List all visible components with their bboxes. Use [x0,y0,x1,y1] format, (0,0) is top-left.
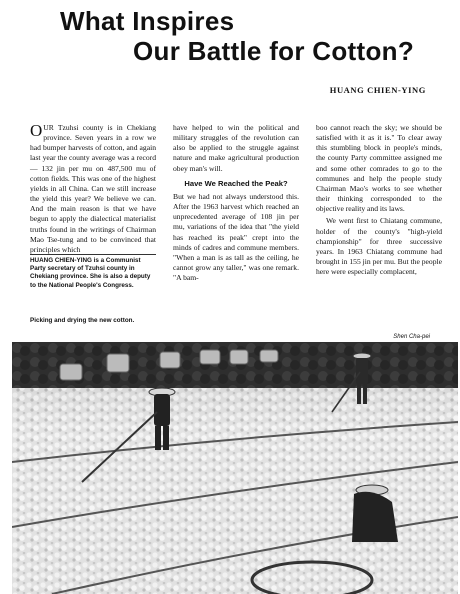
byline: HUANG CHIEN-YING [329,85,426,95]
title-line-1: What Inspires [60,6,235,36]
article-column-1 [30,123,156,255]
photo-credit: Shen Cha-pei [393,334,430,340]
section-subheading: Have We Reached the Peak? [184,178,288,188]
column-2-paragraph-2: But we had not always understood this. After the 1963 harvest which reached an unprecedented average of 108 jin per mu, variations of the idea that "the yield has reached its peak" crept into the minds of cadres and commune members. "When a man is as tall as the ceiling, he cannot grow any taller," was one remark. "A bam- [173,191,299,283]
column-3-paragraph-1: boo cannot reach the sky; we should be satisfied with it as it is." To clear away this stumbling block in people's minds, the county Party committee assigned me and some other comrades to go to the communes and help the people study Chairman Mao's works to see whether their thinking corresponded to the objective reality and its laws. [316,123,442,214]
photo-caption: Picking and drying the new cotton. [30,317,135,324]
author-bio: HUANG CHIEN-YING is a Communist Party secretary of Tzuhsi county in Chekiang province. She is also a deputy to the National People's Congress. [30,254,156,290]
article-column-3 [316,123,442,277]
column-1-text: UR Tzuhsi county is in Chekiang province. Seven years in a row we had bumper harvests of cotton, and again last year the county average was a record — 132 jin per mu on 487,500 mu of cotton fields. This was one of the highest yields in all China. Can we still increase the yield this year? We believe we can. And the main reason is that we have begun to apply the dialectical materialist truths found in the writings of Chairman Mao Tse-tung and to be convinced that principles which [30,123,156,254]
title-line-2: Our Battle for Cotton? [133,36,415,66]
cotton-drying-photo [12,342,458,594]
column-2-paragraph-1: have helped to win the political and military struggles of the revolution can also be applied to the struggle against nature and make agricultural production obey man's will. [173,123,299,173]
drop-cap: O [30,121,43,140]
article-column-2 [173,123,299,283]
column-3-paragraph-2: We went first to Chiatang commune, holder of the county's "high-yield championship" for three successive years. In 1963 Chiatang commune had brought in 155 jin per mu. But the people here were especially complacent, [316,216,442,277]
